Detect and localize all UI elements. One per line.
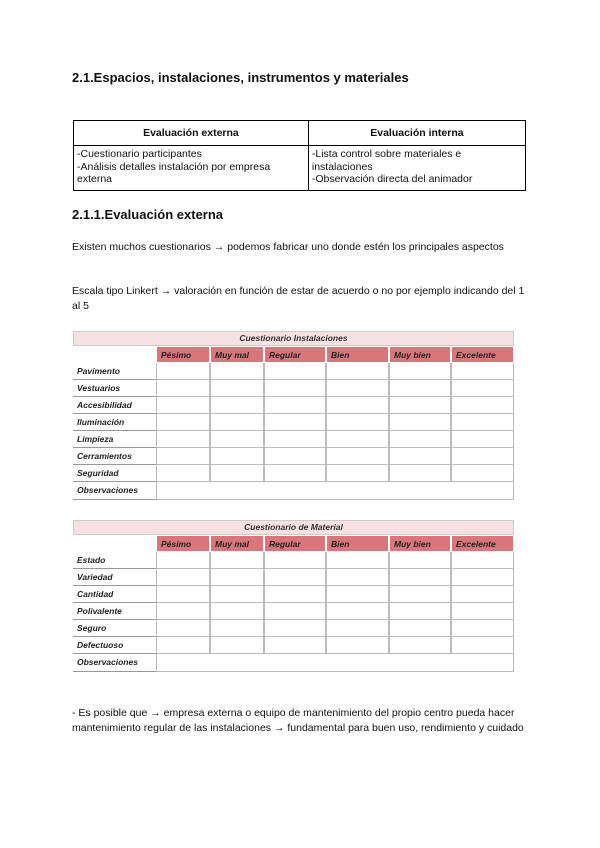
observations-label: Observaciones	[73, 482, 156, 500]
rating-cell	[210, 569, 264, 586]
rating-cell	[389, 552, 451, 569]
rating-cell	[156, 569, 210, 586]
row-label: Accesibilidad	[73, 397, 156, 414]
rating-cell	[264, 603, 326, 620]
questionnaire-row	[73, 552, 514, 569]
rating-cell	[389, 448, 451, 465]
rating-cell	[264, 586, 326, 603]
rating-cell	[326, 431, 389, 448]
rating-cell	[156, 465, 210, 482]
rating-cell	[389, 569, 451, 586]
rating-cell	[389, 380, 451, 397]
rating-cell	[326, 552, 389, 569]
internal-eval-cell	[308, 146, 525, 191]
rating-cell	[326, 620, 389, 637]
row-label: Variedad	[73, 569, 156, 586]
questionnaire-header-row	[73, 535, 514, 552]
rating-cell	[210, 397, 264, 414]
questionnaire-row	[73, 569, 514, 586]
questionnaire-body	[73, 363, 514, 500]
rating-cell	[210, 465, 264, 482]
row-label: Iluminación	[73, 414, 156, 431]
questionnaire-row	[73, 380, 514, 397]
questionnaire-header-row	[73, 346, 514, 363]
row-label: Pavimento	[73, 363, 156, 380]
questionnaire-row	[73, 465, 514, 482]
column-header: Bien	[326, 346, 389, 363]
external-eval-header: Evaluación externa	[74, 121, 309, 146]
questionnaire-installations	[73, 331, 514, 500]
rating-cell	[389, 603, 451, 620]
rating-cell	[156, 552, 210, 569]
row-label: Seguridad	[73, 465, 156, 482]
row-label: Vestuarios	[73, 380, 156, 397]
row-label: Seguro	[73, 620, 156, 637]
row-label: Limpieza	[73, 431, 156, 448]
rating-cell	[389, 431, 451, 448]
paragraph-questionnaires: Existen muchos cuestionarios → podemos fabricar uno donde estén los principales aspectos	[72, 241, 504, 253]
questionnaire-row	[73, 637, 514, 654]
observations-field	[156, 654, 514, 672]
rating-cell	[389, 620, 451, 637]
rating-cell	[326, 603, 389, 620]
rating-cell	[451, 363, 514, 380]
rating-cell	[264, 465, 326, 482]
rating-cell	[264, 637, 326, 654]
column-header: Regular	[264, 535, 326, 552]
rating-cell	[451, 414, 514, 431]
rating-cell	[451, 569, 514, 586]
rating-cell	[451, 603, 514, 620]
rating-cell	[156, 620, 210, 637]
questionnaire-row	[73, 397, 514, 414]
observations-row	[73, 654, 514, 672]
column-header: Muy bien	[389, 535, 451, 552]
questionnaire-row	[73, 620, 514, 637]
column-header: Regular	[264, 346, 326, 363]
observations-field	[156, 482, 514, 500]
row-label: Defectuoso	[73, 637, 156, 654]
questionnaire-body	[73, 552, 514, 672]
row-label: Cerramientos	[73, 448, 156, 465]
rating-cell	[326, 414, 389, 431]
rating-cell	[156, 586, 210, 603]
rating-cell	[389, 637, 451, 654]
rating-cell	[389, 586, 451, 603]
questionnaire-row	[73, 414, 514, 431]
section-title: 2.1.Espacios, instalaciones, instrumentos y materiales	[72, 70, 409, 85]
questionnaire-row	[73, 603, 514, 620]
row-label: Cantidad	[73, 586, 156, 603]
rating-cell	[326, 363, 389, 380]
rating-cell	[156, 397, 210, 414]
rating-cell	[210, 363, 264, 380]
rating-cell	[210, 431, 264, 448]
rating-cell	[326, 586, 389, 603]
rating-cell	[326, 380, 389, 397]
row-label: Estado	[73, 552, 156, 569]
rating-cell	[156, 414, 210, 431]
external-eval-cell	[74, 146, 309, 191]
row-label: Polivalente	[73, 603, 156, 620]
rating-cell	[264, 448, 326, 465]
column-header: Pésimo	[156, 346, 210, 363]
rating-cell	[264, 397, 326, 414]
observations-row	[73, 482, 514, 500]
rating-cell	[451, 431, 514, 448]
rating-cell	[210, 603, 264, 620]
closing-paragraph: - Es posible que → empresa externa o equipo de mantenimiento del propio centro pueda hacer mantenimiento regular de las instalaciones → fundamental para buen uso, rendimiento y cuidado	[72, 707, 524, 734]
rating-cell	[210, 637, 264, 654]
questionnaire-title: Cuestionario Instalaciones	[73, 331, 514, 346]
rating-cell	[264, 363, 326, 380]
evaluation-table	[73, 120, 526, 191]
internal-eval-line: -Observación directa del animador	[311, 173, 473, 185]
external-eval-line: -Cuestionario participantes	[77, 148, 202, 160]
rating-cell	[156, 448, 210, 465]
rating-cell	[326, 637, 389, 654]
paragraph-likert: Escala tipo Linkert → valoración en función de estar de acuerdo o no por ejemplo indicando del 1 al 5	[72, 285, 525, 312]
column-header: Muy bien	[389, 346, 451, 363]
rating-cell	[156, 603, 210, 620]
observations-label: Observaciones	[73, 654, 156, 672]
rating-cell	[264, 569, 326, 586]
column-header: Muy mal	[210, 535, 264, 552]
rating-cell	[451, 380, 514, 397]
rating-cell	[451, 637, 514, 654]
column-header: Excelente	[451, 535, 514, 552]
questionnaire-row	[73, 431, 514, 448]
rating-cell	[451, 465, 514, 482]
rating-cell	[326, 569, 389, 586]
internal-eval-line: -Lista control sobre materiales e instalaciones	[311, 148, 462, 173]
rating-cell	[210, 414, 264, 431]
rating-cell	[156, 380, 210, 397]
rating-cell	[264, 552, 326, 569]
rating-cell	[156, 637, 210, 654]
rating-cell	[451, 448, 514, 465]
column-header: Bien	[326, 535, 389, 552]
questionnaire-title: Cuestionario de Material	[73, 520, 514, 535]
external-eval-line: -Análisis detalles instalación por empresa externa	[77, 160, 271, 185]
rating-cell	[326, 465, 389, 482]
rating-cell	[451, 586, 514, 603]
questionnaire-material	[73, 520, 514, 672]
rating-cell	[451, 552, 514, 569]
rating-cell	[326, 448, 389, 465]
rating-cell	[389, 363, 451, 380]
questionnaire-row	[73, 363, 514, 380]
rating-cell	[156, 363, 210, 380]
questionnaire-row	[73, 586, 514, 603]
rating-cell	[264, 380, 326, 397]
rating-cell	[264, 620, 326, 637]
rating-cell	[451, 397, 514, 414]
internal-eval-header: Evaluación interna	[308, 121, 525, 146]
rating-cell	[210, 586, 264, 603]
rating-cell	[210, 380, 264, 397]
rating-cell	[389, 414, 451, 431]
rating-cell	[264, 431, 326, 448]
column-header: Pésimo	[156, 535, 210, 552]
rating-cell	[210, 448, 264, 465]
rating-cell	[389, 397, 451, 414]
rating-cell	[264, 414, 326, 431]
rating-cell	[389, 465, 451, 482]
column-header: Excelente	[451, 346, 514, 363]
rating-cell	[326, 397, 389, 414]
questionnaire-row	[73, 448, 514, 465]
rating-cell	[156, 431, 210, 448]
subsection-title: 2.1.1.Evaluación externa	[72, 207, 224, 222]
column-header: Muy mal	[210, 346, 264, 363]
rating-cell	[451, 620, 514, 637]
rating-cell	[210, 552, 264, 569]
rating-cell	[210, 620, 264, 637]
